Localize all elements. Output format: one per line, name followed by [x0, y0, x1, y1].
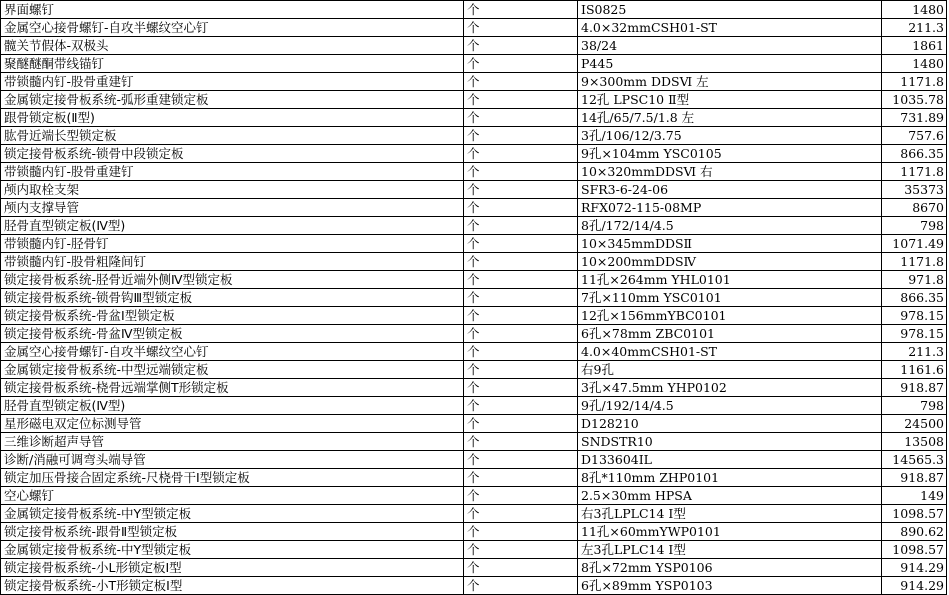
- unit-cell[interactable]: 个: [464, 127, 578, 145]
- price-cell[interactable]: 1035.78: [882, 91, 947, 109]
- price-cell[interactable]: 1098.57: [882, 541, 947, 559]
- unit-cell[interactable]: 个: [464, 55, 578, 73]
- unit-cell[interactable]: 个: [464, 523, 578, 541]
- spec-cell[interactable]: P445: [578, 55, 882, 73]
- product-name-cell[interactable]: 肱骨近端长型锁定板: [1, 127, 464, 145]
- spec-cell[interactable]: 9孔×104mm YSC0105: [578, 145, 882, 163]
- unit-cell[interactable]: 个: [464, 307, 578, 325]
- product-name-cell[interactable]: 三维诊断超声导管: [1, 433, 464, 451]
- unit-cell[interactable]: 个: [464, 577, 578, 595]
- spec-cell[interactable]: 3孔/106/12/3.75: [578, 127, 882, 145]
- product-name-cell[interactable]: 金属空心接骨螺钉-自攻半螺纹空心钉: [1, 19, 464, 37]
- unit-cell[interactable]: 个: [464, 541, 578, 559]
- table-row: [1, 307, 947, 325]
- product-name-cell[interactable]: 跟骨锁定板(Ⅱ型): [1, 109, 464, 127]
- price-cell[interactable]: 918.87: [882, 379, 947, 397]
- spec-cell[interactable]: 2.5×30mm HPSA: [578, 487, 882, 505]
- spec-cell[interactable]: 6孔×78mm ZBC0101: [578, 325, 882, 343]
- spec-cell[interactable]: SNDSTR10: [578, 433, 882, 451]
- unit-cell[interactable]: 个: [464, 397, 578, 415]
- spec-cell[interactable]: 左3孔LPLC14 Ⅰ型: [578, 541, 882, 559]
- spec-cell[interactable]: 3孔×47.5mm YHP0102: [578, 379, 882, 397]
- product-name-cell[interactable]: 聚醚醚酮带线锚钉: [1, 55, 464, 73]
- price-cell[interactable]: 14565.3: [882, 451, 947, 469]
- price-cell[interactable]: 890.62: [882, 523, 947, 541]
- spec-cell[interactable]: 右9孔: [578, 361, 882, 379]
- table-row: [1, 271, 947, 289]
- unit-cell[interactable]: 个: [464, 505, 578, 523]
- product-name-cell[interactable]: 锁定接骨板系统-骨盆Ⅰ型锁定板: [1, 307, 464, 325]
- product-name-cell[interactable]: 金属锁定接骨板系统-中Y型锁定板: [1, 505, 464, 523]
- product-name-cell[interactable]: 空心螺钉: [1, 487, 464, 505]
- table-row: [1, 1, 947, 19]
- product-name-cell[interactable]: 锁定接骨板系统-跟骨Ⅱ型锁定板: [1, 523, 464, 541]
- table-row: [1, 505, 947, 523]
- price-cell[interactable]: 971.8: [882, 271, 947, 289]
- spec-cell[interactable]: 12孔 LPSC10 Ⅱ型: [578, 91, 882, 109]
- product-name-cell[interactable]: 金属空心接骨螺钉-自攻半螺纹空心钉: [1, 343, 464, 361]
- price-cell[interactable]: 8670: [882, 199, 947, 217]
- product-name-cell[interactable]: 带锁髓内钉-胫骨钉: [1, 235, 464, 253]
- price-cell[interactable]: 24500: [882, 415, 947, 433]
- price-cell[interactable]: 866.35: [882, 289, 947, 307]
- price-cell[interactable]: 1098.57: [882, 505, 947, 523]
- product-name-cell[interactable]: 带锁髓内钉-股骨粗隆间钉: [1, 253, 464, 271]
- table-row: [1, 487, 947, 505]
- table-row: [1, 361, 947, 379]
- spec-cell[interactable]: IS0825: [578, 1, 882, 19]
- table-row: [1, 181, 947, 199]
- spec-cell[interactable]: 右3孔LPLC14 Ⅰ型: [578, 505, 882, 523]
- product-name-cell[interactable]: 锁定接骨板系统-锁骨中段锁定板: [1, 145, 464, 163]
- price-cell[interactable]: 149: [882, 487, 947, 505]
- table-row: [1, 127, 947, 145]
- product-name-cell[interactable]: 金属锁定接骨板系统-中Y型锁定板: [1, 541, 464, 559]
- table-row: [1, 379, 947, 397]
- spec-cell[interactable]: 8孔*110mm ZHP0101: [578, 469, 882, 487]
- spec-cell[interactable]: D128210: [578, 415, 882, 433]
- spec-cell[interactable]: 4.0×32mmCSH01-ST: [578, 19, 882, 37]
- unit-cell[interactable]: 个: [464, 19, 578, 37]
- price-cell[interactable]: 35373: [882, 181, 947, 199]
- table-row: [1, 19, 947, 37]
- unit-cell[interactable]: 个: [464, 451, 578, 469]
- table-row: [1, 451, 947, 469]
- spec-cell[interactable]: 11孔×264mm YHL0101: [578, 271, 882, 289]
- price-cell[interactable]: 1071.49: [882, 235, 947, 253]
- product-name-cell[interactable]: 胫骨直型锁定板(Ⅳ型): [1, 397, 464, 415]
- product-name-cell[interactable]: 锁定接骨板系统-胫骨近端外侧Ⅳ型锁定板: [1, 271, 464, 289]
- price-cell[interactable]: 757.6: [882, 127, 947, 145]
- price-cell[interactable]: 211.3: [882, 19, 947, 37]
- spec-cell[interactable]: SFR3-6-24-06: [578, 181, 882, 199]
- unit-cell[interactable]: 个: [464, 37, 578, 55]
- table-row: [1, 523, 947, 541]
- spec-cell[interactable]: 12孔×156mmYBC0101: [578, 307, 882, 325]
- spec-cell[interactable]: D133604IL: [578, 451, 882, 469]
- table-row: [1, 469, 947, 487]
- spec-cell[interactable]: 14孔/65/7.5/1.8 左: [578, 109, 882, 127]
- unit-cell[interactable]: 个: [464, 487, 578, 505]
- product-name-cell[interactable]: 金属锁定接骨板系统-中型远端锁定板: [1, 361, 464, 379]
- spec-cell[interactable]: 10×320mmDDSⅥ 右: [578, 163, 882, 181]
- product-name-cell[interactable]: 锁定接骨板系统-小T形锁定板Ⅰ型: [1, 577, 464, 595]
- spec-cell[interactable]: 9孔/192/14/4.5: [578, 397, 882, 415]
- price-cell[interactable]: 918.87: [882, 469, 947, 487]
- unit-cell[interactable]: 个: [464, 181, 578, 199]
- table-row: [1, 145, 947, 163]
- spec-cell[interactable]: 10×345mmDDSⅡ: [578, 235, 882, 253]
- table-row: [1, 397, 947, 415]
- table-row: [1, 109, 947, 127]
- unit-cell[interactable]: 个: [464, 235, 578, 253]
- product-name-cell[interactable]: 金属锁定接骨板系统-弧形重建锁定板: [1, 91, 464, 109]
- table-row: [1, 55, 947, 73]
- table-row: [1, 199, 947, 217]
- price-cell[interactable]: 13508: [882, 433, 947, 451]
- price-cell[interactable]: 978.15: [882, 325, 947, 343]
- spec-cell[interactable]: 38/24: [578, 37, 882, 55]
- unit-cell[interactable]: 个: [464, 73, 578, 91]
- spec-cell[interactable]: 8孔/172/14/4.5: [578, 217, 882, 235]
- unit-cell[interactable]: 个: [464, 253, 578, 271]
- table-row: [1, 163, 947, 181]
- unit-cell[interactable]: 个: [464, 145, 578, 163]
- spec-cell[interactable]: 9×300mm DDSⅥ 左: [578, 73, 882, 91]
- price-cell[interactable]: 978.15: [882, 307, 947, 325]
- unit-cell[interactable]: 个: [464, 343, 578, 361]
- product-name-cell[interactable]: 界面螺钉: [1, 1, 464, 19]
- price-list-body: [1, 1, 947, 595]
- unit-cell[interactable]: 个: [464, 433, 578, 451]
- price-cell[interactable]: 914.29: [882, 559, 947, 577]
- product-name-cell[interactable]: 诊断/消融可调弯头端导管: [1, 451, 464, 469]
- spec-cell[interactable]: 6孔×89mm YSP0103: [578, 577, 882, 595]
- spec-cell[interactable]: 8孔×72mm YSP0106: [578, 559, 882, 577]
- price-cell[interactable]: 866.35: [882, 145, 947, 163]
- product-name-cell[interactable]: 带锁髓内钉-股骨重建钉: [1, 163, 464, 181]
- table-row: [1, 541, 947, 559]
- product-name-cell[interactable]: 颅内支撑导管: [1, 199, 464, 217]
- product-name-cell[interactable]: 锁定接骨板系统-小L形锁定板Ⅰ型: [1, 559, 464, 577]
- unit-cell[interactable]: 个: [464, 91, 578, 109]
- price-cell[interactable]: 1161.6: [882, 361, 947, 379]
- unit-cell[interactable]: 个: [464, 559, 578, 577]
- table-row: [1, 343, 947, 361]
- product-name-cell[interactable]: 锁定接骨板系统-桡骨远端掌侧T形锁定板: [1, 379, 464, 397]
- product-name-cell[interactable]: 颅内取栓支架: [1, 181, 464, 199]
- price-cell[interactable]: 1171.8: [882, 253, 947, 271]
- price-cell[interactable]: 1861: [882, 37, 947, 55]
- table-row: [1, 73, 947, 91]
- price-cell[interactable]: 798: [882, 217, 947, 235]
- product-name-cell[interactable]: 锁定接骨板系统-骨盆Ⅳ型锁定板: [1, 325, 464, 343]
- price-cell[interactable]: 1171.8: [882, 73, 947, 91]
- product-name-cell[interactable]: 星形磁电双定位标测导管: [1, 415, 464, 433]
- table-row: [1, 37, 947, 55]
- table-row: [1, 325, 947, 343]
- table-row: [1, 289, 947, 307]
- table-row: [1, 235, 947, 253]
- table-row: [1, 433, 947, 451]
- unit-cell[interactable]: 个: [464, 217, 578, 235]
- spec-cell[interactable]: 4.0×40mmCSH01-ST: [578, 343, 882, 361]
- unit-cell[interactable]: 个: [464, 379, 578, 397]
- price-cell[interactable]: 1480: [882, 1, 947, 19]
- price-cell[interactable]: 731.89: [882, 109, 947, 127]
- unit-cell[interactable]: 个: [464, 163, 578, 181]
- table-row: [1, 217, 947, 235]
- unit-cell[interactable]: 个: [464, 109, 578, 127]
- price-cell[interactable]: 1480: [882, 55, 947, 73]
- price-cell[interactable]: 1171.8: [882, 163, 947, 181]
- table-row: [1, 415, 947, 433]
- spec-cell[interactable]: 7孔×110mm YSC0101: [578, 289, 882, 307]
- table-row: [1, 577, 947, 595]
- table-row: [1, 253, 947, 271]
- product-name-cell[interactable]: 锁定接骨板系统-锁骨钩Ⅲ型锁定板: [1, 289, 464, 307]
- unit-cell[interactable]: 个: [464, 289, 578, 307]
- product-name-cell[interactable]: 锁定加压骨接合固定系统-尺桡骨干I型锁定板: [1, 469, 464, 487]
- spec-cell[interactable]: RFX072-115-08MP: [578, 199, 882, 217]
- price-cell[interactable]: 798: [882, 397, 947, 415]
- table-row: [1, 559, 947, 577]
- product-name-cell[interactable]: 髋关节假体-双极头: [1, 37, 464, 55]
- unit-cell[interactable]: 个: [464, 271, 578, 289]
- unit-cell[interactable]: 个: [464, 469, 578, 487]
- unit-cell[interactable]: 个: [464, 199, 578, 217]
- unit-cell[interactable]: 个: [464, 1, 578, 19]
- table-row: [1, 91, 947, 109]
- unit-cell[interactable]: 个: [464, 415, 578, 433]
- price-cell[interactable]: 914.29: [882, 577, 947, 595]
- spec-cell[interactable]: 10×200mmDDSⅣ: [578, 253, 882, 271]
- unit-cell[interactable]: 个: [464, 361, 578, 379]
- price-cell[interactable]: 211.3: [882, 343, 947, 361]
- spec-cell[interactable]: 11孔×60mmYWP0101: [578, 523, 882, 541]
- unit-cell[interactable]: 个: [464, 325, 578, 343]
- product-name-cell[interactable]: 胫骨直型锁定板(Ⅳ型): [1, 217, 464, 235]
- product-name-cell[interactable]: 带锁髓内钉-股骨重建钉: [1, 73, 464, 91]
